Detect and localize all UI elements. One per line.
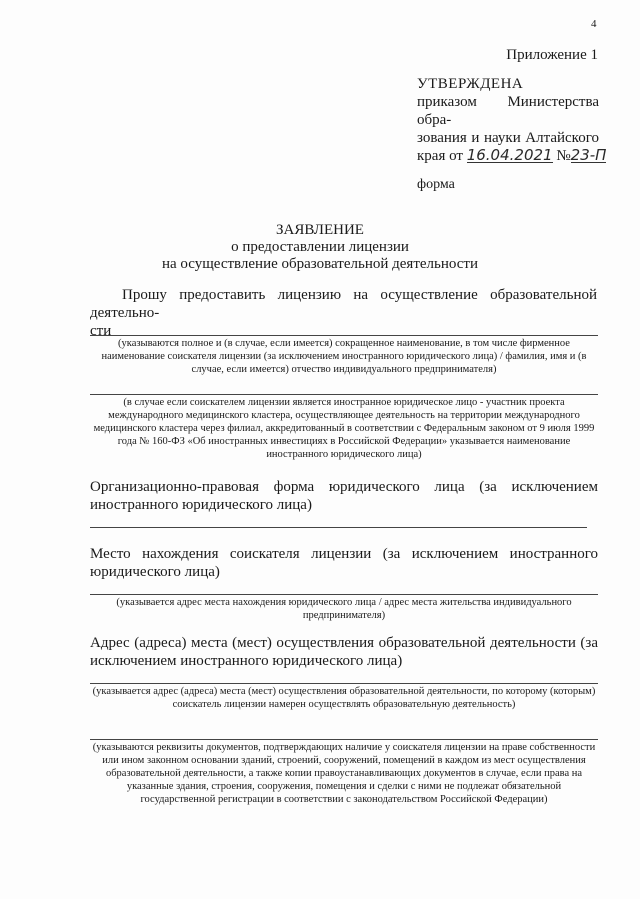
org-form-heading: Организационно-правовая форма юридического лица (за исключением иностранного юридического лица) (90, 479, 598, 513)
statement-title: ЗАЯВЛЕНИЕ (276, 222, 364, 238)
approval-block (417, 75, 607, 165)
request-line-1: Прошу предоставить лицензию на осуществление образовательной деятельно- (90, 287, 597, 321)
documents-field-note: (указываются реквизиты документов, подтверждающих наличие у соискателя лицензии на праве собственности или ином законном основании зданий, строений, сооружений, помещений в каждом из мест осуществления образовательной деятельности, а также копии правоустанавливающих документов в случае, если права на указанные здания, строения, сооружения, помещения и сделки с ними не подлежат обязательной государственной регистрации в соответствии с законодательством Российской Федерации) (92, 742, 596, 805)
foreign-entity-field-line[interactable] (90, 394, 598, 395)
location-heading: Место нахождения соискателя лицензии (за исключением иностранного юридического лица) (90, 546, 598, 580)
name-field-line[interactable] (90, 335, 598, 336)
page-number: 4 (591, 18, 597, 30)
statement-header (0, 222, 640, 273)
address-heading: Адрес (адреса) места (мест) осуществления образовательной деятельности (за исключением иностранного юридического лица) (90, 635, 598, 669)
request-line-2: сти (90, 323, 112, 339)
address-field-line[interactable] (90, 683, 598, 684)
org-form-field-line[interactable] (90, 527, 587, 528)
statement-subtitle-1: о предоставлении лицензии (231, 239, 409, 255)
handwritten-number: 23-П (570, 146, 607, 164)
approval-line-2: зования и науки Алтайского (417, 130, 599, 146)
request-paragraph (90, 286, 597, 340)
foreign-entity-field-note: (в случае если соискателем лицензии является иностранное юридическое лицо - участник проекта международного медицинского кластера, осуществляющее деятельность на территории международного медицинского кластера через филиал, аккредитованный в соответствии с Федеральным законом от 9 июля 1999 года № 160-ФЗ «Об иностранных инвестициях в Российской Федерации» указывается наименование иностранного юридического лица) (93, 397, 595, 460)
handwritten-date: 16.04.2021 (466, 146, 553, 164)
approval-date-prefix: края от (417, 148, 463, 164)
approval-title: УТВЕРЖДЕНА (417, 76, 524, 92)
address-field-note: (указывается адрес (адреса) места (мест) осуществления образовательной деятельности, по которому (которым) соискатель лицензии намерен осуществлять образовательную деятельность) (92, 686, 596, 710)
appendix-label: Приложение 1 (506, 47, 598, 63)
name-field-note: (указываются полное и (в случае, если имеется) сокращенное наименование, в том числе фирменное наименование соискателя лицензии (за исключением иностранного юридического лица) / фамилия, имя и (в случае, если имеется) отчество индивидуального предпринимателя) (101, 338, 587, 375)
form-label: форма (417, 177, 455, 192)
approval-line-1: приказом Министерства обра- (417, 94, 599, 128)
documents-field-line[interactable] (90, 739, 598, 740)
location-field-line[interactable] (90, 594, 598, 595)
statement-subtitle-2: на осуществление образовательной деятельности (161, 256, 479, 272)
approval-line-3 (417, 146, 607, 165)
location-field-note: (указывается адрес места нахождения юридического лица / адрес места жительства индивидуального предпринимателя) (116, 597, 572, 621)
approval-number-prefix: № (556, 148, 571, 164)
